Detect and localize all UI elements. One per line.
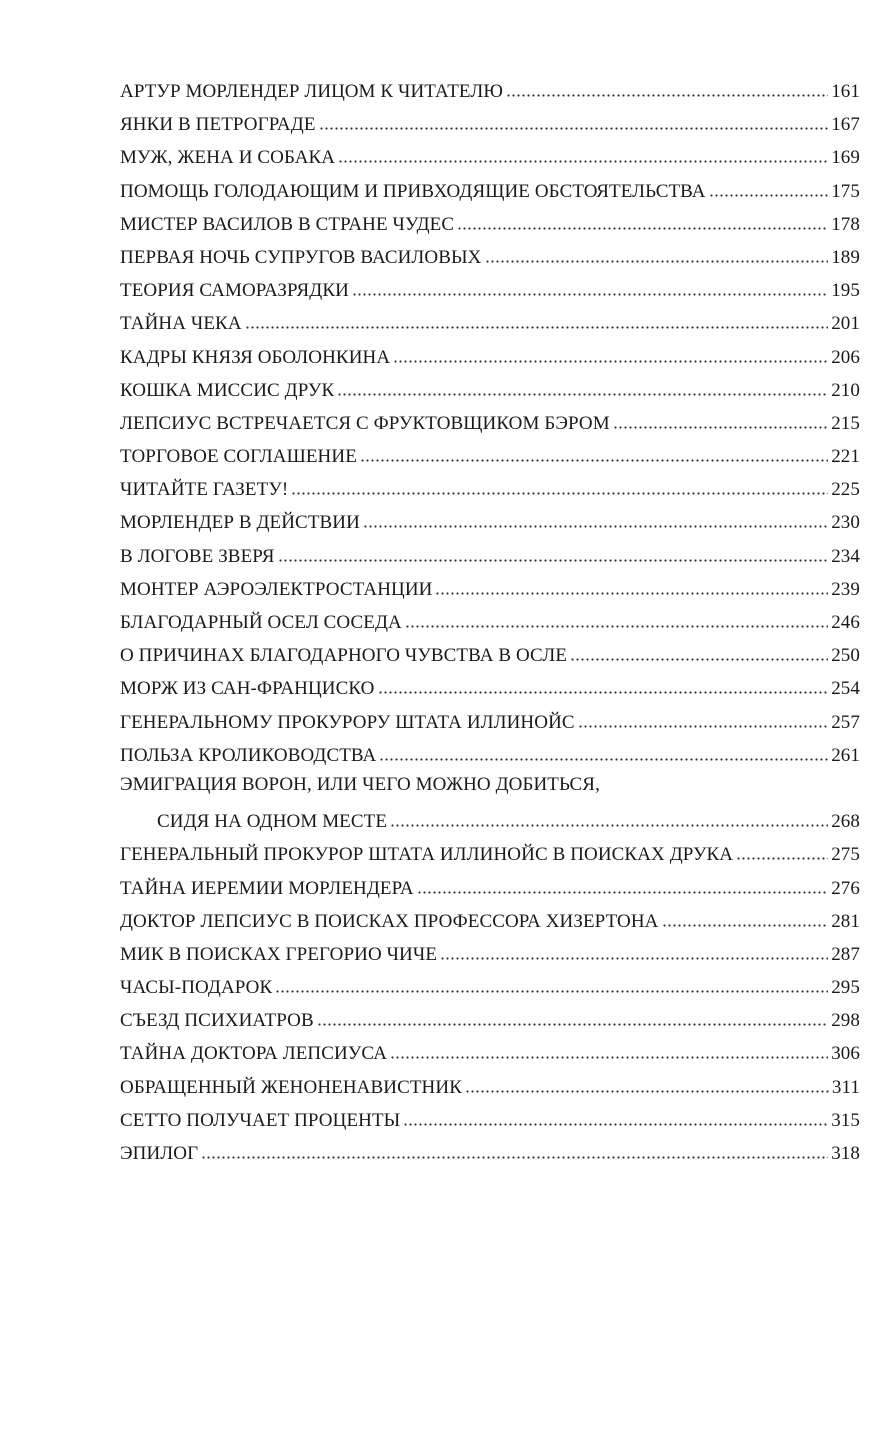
toc-entry-title: ТАЙНА ЧЕКА	[120, 313, 242, 335]
toc-entry	[120, 310, 860, 343]
toc-entry-page-number: 306	[831, 1043, 860, 1065]
dot-leader	[403, 1107, 828, 1126]
toc-entry-page-number: 234	[831, 545, 860, 567]
toc-entry-page-number: 311	[831, 1076, 860, 1098]
toc-entry-page-number: 275	[831, 844, 860, 866]
toc-entry	[120, 1107, 860, 1140]
dot-leader	[363, 509, 828, 528]
toc-entry-title: ДОКТОР ЛЕПСИУС В ПОИСКАХ ПРОФЕССОРА ХИЗЕРТОНА	[120, 910, 659, 932]
dot-leader	[379, 742, 828, 761]
toc-entry-title: МОРЛЕНДЕР В ДЕЙСТВИИ	[120, 512, 360, 534]
toc-entry	[120, 1040, 860, 1073]
toc-entry-page-number: 298	[831, 1010, 860, 1032]
dot-leader	[440, 941, 828, 960]
toc-entry	[120, 841, 860, 874]
toc-entry-page-number: 215	[831, 412, 860, 434]
toc-entry	[120, 1074, 860, 1107]
toc-entry	[120, 808, 860, 841]
toc-entry-page-number: 189	[831, 246, 860, 268]
toc-entry	[120, 974, 860, 1007]
toc-entry-title: ОБРАЩЕННЫЙ ЖЕНОНЕНАВИСТНИК	[120, 1076, 462, 1098]
toc-entry-title: ПОЛЬЗА КРОЛИКОВОДСТВА	[120, 744, 377, 766]
toc-entry-page-number: 295	[831, 977, 860, 999]
toc-entry-page-number: 287	[831, 943, 860, 965]
toc-entry-title: БЛАГОДАРНЫЙ ОСЕЛ СОСЕДА	[120, 612, 402, 633]
toc-entry	[120, 78, 860, 111]
dot-leader	[378, 675, 829, 694]
toc-entry-page-number: 161	[831, 81, 860, 102]
toc-entry-page-number: 261	[831, 744, 860, 766]
toc-entry-page-number: 268	[831, 811, 860, 833]
toc-entry-title: СИДЯ НА ОДНОМ МЕСТЕ	[157, 811, 388, 833]
toc-entry-title: ЛЕПСИУС ВСТРЕЧАЕТСЯ С ФРУКТОВЩИКОМ БЭРОМ	[120, 412, 610, 434]
toc-entry-title: СЕТТО ПОЛУЧАЕТ ПРОЦЕНТЫ	[120, 1109, 401, 1131]
toc-entry	[120, 344, 860, 377]
dot-leader	[485, 244, 829, 263]
dot-leader	[317, 1007, 828, 1026]
toc-entry-page-number: 206	[831, 346, 860, 368]
toc-entry-title: ЯНКИ В ПЕТРОГРАДЕ	[120, 114, 316, 136]
toc-entry-page-number: 167	[831, 114, 860, 136]
toc-entry-title: ГЕНЕРАЛЬНЫЙ ПРОКУРОР ШТАТА ИЛЛИНОЙС В ПОИСКАХ ДРУКА	[120, 844, 734, 866]
toc-entry	[120, 941, 860, 974]
dot-leader	[662, 908, 829, 927]
toc-entry-title: ТОРГОВОЕ СОГЛАШЕНИЕ	[120, 446, 357, 468]
dot-leader	[417, 875, 829, 894]
toc-entry-title: МИК В ПОИСКАХ ГРЕГОРИО ЧИЧЕ	[120, 943, 438, 965]
toc-entry	[120, 609, 860, 642]
toc-entry-title: ЧАСЫ-ПОДАРОК	[120, 977, 273, 999]
toc-entry	[120, 509, 860, 542]
toc-entry	[120, 642, 860, 675]
toc-entry-page-number: 281	[831, 910, 860, 932]
dot-leader	[319, 111, 829, 130]
dot-leader	[465, 1074, 829, 1093]
dot-leader	[390, 1040, 828, 1059]
toc-entry-title: ЭПИЛОГ	[120, 1143, 199, 1164]
toc-entry-title: ПОМОЩЬ ГОЛОДАЮЩИМ И ПРИВХОДЯЩИЕ ОБСТОЯТЕЛЬСТВА	[120, 180, 706, 202]
toc-entry-title: ЧИТАЙТЕ ГАЗЕТУ!	[120, 479, 289, 501]
toc-entry	[120, 1007, 860, 1040]
toc-entry	[120, 543, 860, 576]
toc-entry	[120, 576, 860, 609]
dot-leader	[352, 277, 828, 296]
toc-entry	[120, 178, 860, 211]
table-of-contents	[120, 78, 860, 1173]
toc-entry-page-number: 230	[831, 512, 860, 534]
toc-entry-title: О ПРИЧИНАХ БЛАГОДАРНОГО ЧУВСТВА В ОСЛЕ	[120, 645, 568, 667]
dot-leader	[457, 211, 828, 230]
toc-entry-title: КОШКА МИССИС ДРУК	[120, 379, 335, 401]
dot-leader	[291, 476, 828, 495]
toc-entry-page-number: 318	[831, 1143, 860, 1164]
dot-leader	[360, 443, 828, 462]
toc-entry-page-number: 201	[831, 313, 860, 335]
toc-entry-page-number: 276	[831, 877, 860, 899]
toc-entry-title: ТАЙНА ИЕРЕМИИ МОРЛЕНДЕРА	[120, 877, 414, 899]
toc-entry-title: ГЕНЕРАЛЬНОМУ ПРОКУРОРУ ШТАТА ИЛЛИНОЙС	[120, 711, 575, 733]
dot-leader	[613, 410, 828, 429]
dot-leader	[390, 808, 828, 827]
dot-leader	[393, 344, 828, 363]
dot-leader	[338, 144, 828, 163]
dot-leader	[709, 178, 829, 197]
toc-entry-page-number: 221	[831, 446, 860, 468]
dot-leader	[570, 642, 828, 661]
dot-leader	[405, 609, 828, 628]
toc-entry	[120, 675, 860, 708]
toc-entry	[120, 244, 860, 277]
toc-entry-title: МОРЖ ИЗ САН-ФРАНЦИСКО	[120, 678, 375, 700]
toc-entry	[120, 709, 860, 742]
toc-entry-page-number: 210	[831, 379, 860, 401]
toc-entry-page-number: 239	[831, 578, 860, 600]
toc-entry-page-number: 169	[831, 147, 860, 169]
toc-entry	[120, 443, 860, 476]
dot-leader	[506, 78, 828, 97]
toc-entry-title: В ЛОГОВЕ ЗВЕРЯ	[120, 545, 275, 567]
toc-entry-page-number: 315	[831, 1109, 860, 1131]
toc-entry-title: СЪЕЗД ПСИХИАТРОВ	[120, 1010, 314, 1032]
toc-entry	[120, 277, 860, 310]
toc-entry-page-number: 175	[831, 180, 860, 202]
toc-entry-page-number: 225	[831, 479, 860, 501]
dot-leader	[435, 576, 828, 595]
toc-entry-title: АРТУР МОРЛЕНДЕР ЛИЦОМ К ЧИТАТЕЛЮ	[120, 81, 503, 102]
toc-entry-title: КАДРЫ КНЯЗЯ ОБОЛОНКИНА	[120, 346, 391, 368]
toc-entry	[120, 775, 860, 808]
toc-entry-page-number: 195	[831, 280, 860, 302]
toc-entry	[120, 111, 860, 144]
toc-entry	[120, 1140, 860, 1173]
toc-entry	[120, 875, 860, 908]
toc-entry	[120, 377, 860, 410]
toc-entry-title: ТЕОРИЯ САМОРАЗРЯДКИ	[120, 280, 349, 302]
dot-leader	[245, 310, 829, 329]
toc-entry-title: МИСТЕР ВАСИЛОВ В СТРАНЕ ЧУДЕС	[120, 213, 455, 235]
toc-entry-page-number: 178	[831, 213, 860, 235]
toc-entry-title: ПЕРВАЯ НОЧЬ СУПРУГОВ ВАСИЛОВЫХ	[120, 246, 482, 268]
toc-entry-page-number: 254	[831, 678, 860, 700]
dot-leader	[337, 377, 828, 396]
toc-entry-title: ТАЙНА ДОКТОРА ЛЕПСИУСА	[120, 1043, 388, 1065]
toc-entry-title: МУЖ, ЖЕНА И СОБАКА	[120, 147, 336, 169]
toc-entry-page-number: 250	[831, 645, 860, 667]
dot-leader	[578, 709, 829, 728]
toc-entry-page-number: 246	[831, 612, 860, 633]
toc-entry	[120, 742, 860, 775]
toc-entry-title: ЭМИГРАЦИЯ ВОРОН, ИЛИ ЧЕГО МОЖНО ДОБИТЬСЯ,	[120, 773, 600, 795]
toc-entry	[120, 908, 860, 941]
dot-leader	[201, 1140, 828, 1159]
dot-leader	[275, 974, 828, 993]
dot-leader	[736, 841, 828, 860]
toc-entry-page-number: 257	[831, 711, 860, 733]
toc-entry	[120, 476, 860, 509]
toc-entry	[120, 211, 860, 244]
toc-entry-title: МОНТЕР АЭРОЭЛЕКТРОСТАНЦИИ	[120, 578, 433, 600]
dot-leader	[278, 543, 829, 562]
toc-entry	[120, 410, 860, 443]
toc-entry	[120, 144, 860, 177]
